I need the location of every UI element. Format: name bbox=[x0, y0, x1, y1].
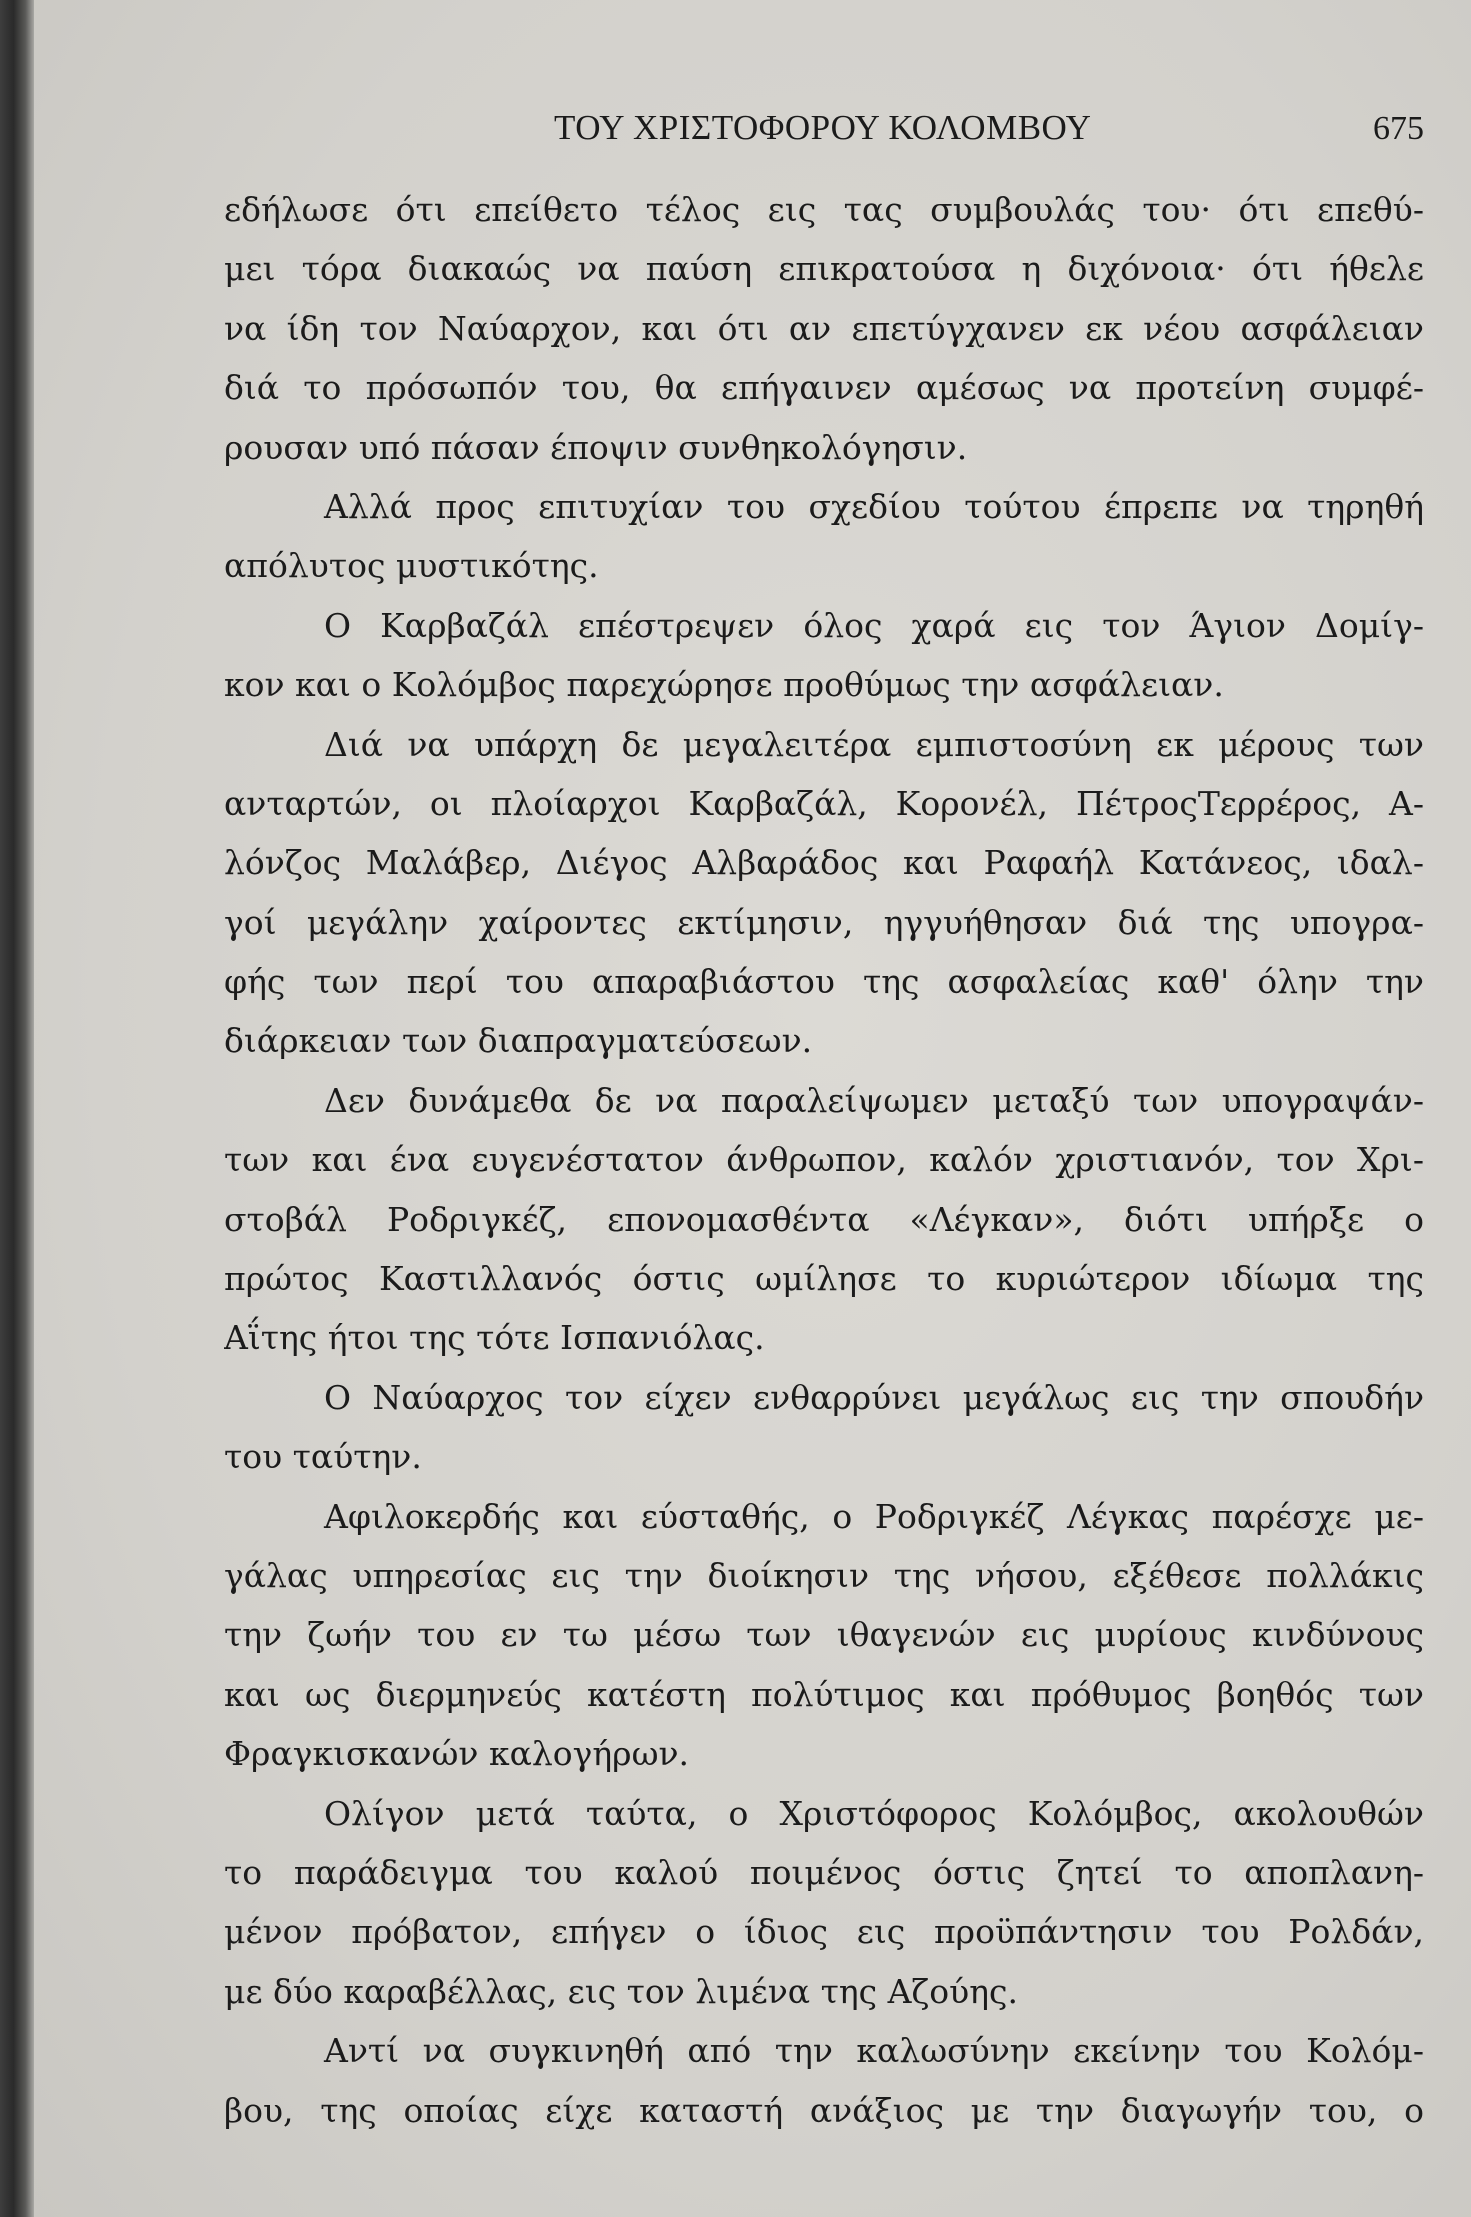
text-line: βου, της οποίας είχε καταστή ανάξιος με την διαγωγήν του, ο bbox=[224, 2090, 1424, 2130]
text-line: των και ένα ευγενέστατον άνθρωπον, καλόν χριστιανόν, τον Χρι- bbox=[224, 1140, 1424, 1180]
page-number: 675 bbox=[1373, 110, 1424, 147]
text-line: απόλυτος μυστικότης. bbox=[224, 546, 599, 586]
text-line: το παράδειγμα του καλού ποιμένος όστις ζητεί το αποπλανη- bbox=[224, 1852, 1424, 1892]
text-line: Αφιλοκερδής και εύσταθής, ο Ροδριγκέζ Λέγκας παρέσχε με- bbox=[324, 1496, 1424, 1536]
text-line: να ίδη τον Ναύαρχον, και ότι αν επετύγχανεν εκ νέου ασφάλειαν bbox=[224, 308, 1424, 348]
running-head bbox=[224, 108, 1424, 156]
running-title: ΤΟΥ ΧΡΙΣΤΟΦΟΡΟΥ ΚΟΛΟΜΒΟΥ bbox=[554, 108, 1092, 147]
text-line: διάρκειαν των διαπραγματεύσεων. bbox=[224, 1021, 813, 1061]
text-line: μει τόρα διακαώς να παύση επικρατούσα η διχόνοια· ότι ήθελε bbox=[224, 249, 1424, 289]
body-text bbox=[224, 180, 1424, 2140]
text-line: ανταρτών, οι πλοίαρχοι Καρβαζάλ, Κορονέλ, ΠέτροςΤερρέρος, Α- bbox=[224, 783, 1424, 823]
text-line: ρουσαν υπό πάσαν έποψιν συνθηκολόγησιν. bbox=[224, 427, 968, 467]
text-line: λόνζος Μαλάβερ, Διέγος Αλβαράδος και Ραφαήλ Κατάνεος, ιδαλ- bbox=[224, 843, 1424, 883]
text-line: πρώτος Καστιλλανός όστις ωμίλησε το κυριώτερον ιδίωμα της bbox=[224, 1259, 1424, 1299]
text-line: Διά να υπάρχη δε μεγαλειτέρα εμπιστοσύνη εκ μέρους των bbox=[324, 724, 1424, 764]
text-line: Ο Ναύαρχος τον είχεν ενθαρρύνει μεγάλως εις την σπουδήν bbox=[324, 1377, 1424, 1417]
text-line: κον και ο Κολόμβος παρεχώρησε προθύμως την ασφάλειαν. bbox=[224, 665, 1224, 705]
text-line: του ταύτην. bbox=[224, 1437, 422, 1477]
text-line: Ολίγον μετά ταύτα, ο Χριστόφορος Κολόμβος, ακολουθών bbox=[324, 1793, 1424, 1833]
text-line: εδήλωσε ότι επείθετο τέλος εις τας συμβουλάς του· ότι επεθύ- bbox=[224, 190, 1424, 229]
text-line: Αΐτης ήτοι της τότε Ισπανιόλας. bbox=[224, 1318, 765, 1358]
book-page bbox=[34, 0, 1471, 2217]
text-line: την ζωήν του εν τω μέσω των ιθαγενών εις μυρίους κινδύνους bbox=[224, 1615, 1424, 1655]
text-line: διά το πρόσωπόν του, θα επήγαινεν αμέσως να προτείνη συμφέ- bbox=[224, 368, 1424, 408]
text-line: στοβάλ Ροδριγκέζ, επονομασθέντα «Λέγκαν», διότι υπήρξε ο bbox=[224, 1199, 1424, 1239]
text-line: μένον πρόβατον, επήγεν ο ίδιος εις προϋπάντησιν του Ρολδάν, bbox=[224, 1912, 1424, 1952]
text-line: Φραγκισκανών καλογήρων. bbox=[224, 1734, 690, 1774]
text-line: γοί μεγάλην χαίροντες εκτίμησιν, ηγγυήθησαν διά της υπογρα- bbox=[224, 902, 1424, 942]
text-line: Αντί να συγκινηθή από την καλωσύνην εκείνην του Κολόμ- bbox=[324, 2031, 1424, 2071]
text-line: Δεν δυνάμεθα δε να παραλείψωμεν μεταξύ των υπογραψάν- bbox=[324, 1080, 1424, 1120]
text-line: με δύο καραβέλλας, εις τον λιμένα της Αζούης. bbox=[224, 1971, 1018, 2011]
text-line: Αλλά προς επιτυχίαν του σχεδίου τούτου έπρεπε να τηρηθή bbox=[324, 486, 1424, 526]
text-line: και ως διερμηνεύς κατέστη πολύτιμος και πρόθυμος βοηθός των bbox=[224, 1674, 1424, 1714]
text-line: γάλας υπηρεσίας εις την διοίκησιν της νήσου, εξέθεσε πολλάκις bbox=[224, 1555, 1424, 1595]
text-line: φής των περί του απαραβιάστου της ασφαλείας καθ' όλην την bbox=[224, 962, 1424, 1002]
text-line: Ο Καρβαζάλ επέστρεψεν όλος χαρά εις τον Άγιον Δομίγ- bbox=[324, 605, 1424, 645]
book-spine-shadow bbox=[0, 0, 34, 2217]
